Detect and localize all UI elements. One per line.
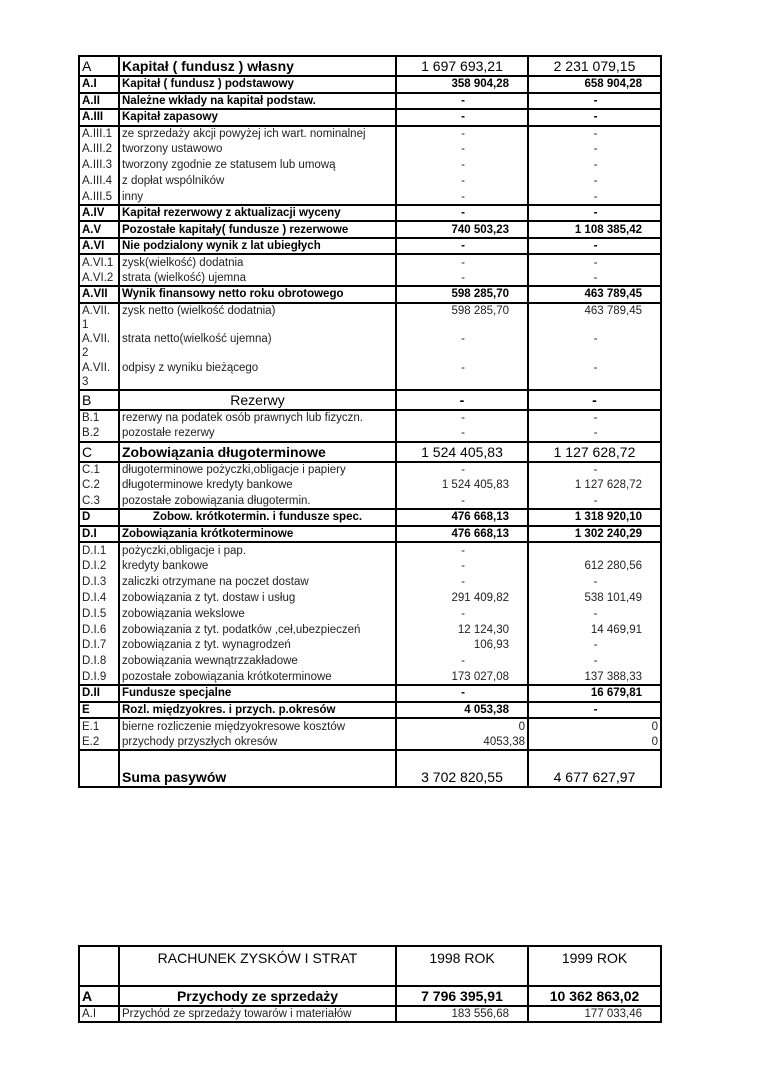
- row-label: kredyty bankowe: [119, 558, 396, 574]
- row-label: przychody przyszłych okresów: [119, 734, 396, 750]
- value-1998: 598 285,70: [396, 303, 528, 332]
- row-code: A.II: [79, 93, 119, 110]
- value-1999: 658 904,28: [528, 76, 661, 93]
- row-code: A.VI: [79, 238, 119, 255]
- value-1998: -: [396, 189, 528, 205]
- row-code: E.1: [79, 718, 119, 734]
- table-row: [79, 205, 661, 222]
- value-1999: 1 302 240,29: [528, 526, 661, 543]
- row-label: zobowiązania z tyt. podatków ,ceł,ubezpieczeń: [119, 622, 396, 638]
- value-1999: -: [528, 410, 661, 426]
- value-1999: -: [528, 390, 661, 410]
- table-row: [79, 332, 661, 361]
- row-label: inny: [119, 189, 396, 205]
- value-1999: 463 789,45: [528, 303, 661, 332]
- value-1999: -: [528, 173, 661, 189]
- value-1998: -: [396, 653, 528, 669]
- value-1999: 463 789,45: [528, 286, 661, 303]
- row-label: Przychody ze sprzedaży: [119, 986, 396, 1006]
- row-label: Nie podzialony wynik z lat ubiegłych: [119, 238, 396, 255]
- value-1999: 1 108 385,42: [528, 221, 661, 238]
- row-code: A.VI.1: [79, 254, 119, 270]
- row-label: pożyczki,obligacje i pap.: [119, 542, 396, 558]
- row-code: A: [79, 56, 119, 76]
- value-1998: 0: [396, 718, 528, 734]
- table-row: [79, 638, 661, 654]
- table-row: [79, 606, 661, 622]
- value-1999: 538 101,49: [528, 590, 661, 606]
- value-1999: 0: [528, 734, 661, 750]
- table-row: [79, 986, 661, 1006]
- value-1998: -: [396, 157, 528, 173]
- table-row: [79, 526, 661, 543]
- row-code: A.I: [79, 76, 119, 93]
- table-row: [79, 141, 661, 157]
- row-code: A: [79, 986, 119, 1006]
- value-1999: -: [528, 141, 661, 157]
- value-1998: 1 524 405,83: [396, 442, 528, 462]
- value-1999: 1 127 628,72: [528, 442, 661, 462]
- row-code: A.III.1: [79, 126, 119, 142]
- value-1998: -: [396, 238, 528, 255]
- row-label: długoterminowe kredyty bankowe: [119, 477, 396, 493]
- value-1999: -: [528, 157, 661, 173]
- value-1998: -: [396, 542, 528, 558]
- row-code: E: [79, 702, 119, 719]
- value-1999: -: [528, 653, 661, 669]
- table-row: [79, 221, 661, 238]
- value-1998: -: [396, 93, 528, 110]
- table-row: [79, 361, 661, 390]
- table-row: [79, 410, 661, 426]
- value-1999: -: [528, 238, 661, 255]
- value-1999: 14 469,91: [528, 622, 661, 638]
- value-1998: 7 796 395,91: [396, 986, 528, 1006]
- header-code-cell: [79, 946, 119, 986]
- table-row: [79, 126, 661, 142]
- table-row: [79, 493, 661, 509]
- value-1998: -: [396, 254, 528, 270]
- row-label: tworzony zgodnie ze statusem lub umową: [119, 157, 396, 173]
- value-1999: 0: [528, 718, 661, 734]
- row-label: Zobow. krótkotermin. i fundusze spec.: [119, 509, 396, 526]
- table-row: [79, 390, 661, 410]
- row-code: B.2: [79, 426, 119, 442]
- row-code: B: [79, 390, 119, 410]
- value-1999: -: [528, 109, 661, 126]
- table-row: [79, 56, 661, 76]
- row-code: D.I: [79, 526, 119, 543]
- value-1998: -: [396, 205, 528, 222]
- row-code: C.1: [79, 462, 119, 478]
- value-1998: -: [396, 426, 528, 442]
- table-row: [79, 238, 661, 255]
- row-code: D.I.2: [79, 558, 119, 574]
- row-code: C.3: [79, 493, 119, 509]
- income-header-row: [79, 946, 661, 986]
- row-label: pozostałe zobowiązania długotermin.: [119, 493, 396, 509]
- table-row: [79, 189, 661, 205]
- row-code: A.V: [79, 221, 119, 238]
- value-1998: -: [396, 361, 528, 390]
- value-1998: 183 556,68: [396, 1006, 528, 1022]
- row-label: odpisy z wyniku bieżącego: [119, 361, 396, 390]
- value-1998: -: [396, 606, 528, 622]
- value-1999: -: [528, 332, 661, 361]
- table-row: [79, 542, 661, 558]
- row-label: Kapitał zapasowy: [119, 109, 396, 126]
- value-1998: -: [396, 410, 528, 426]
- value-1998: 291 409,82: [396, 590, 528, 606]
- value-1998: 106,93: [396, 638, 528, 654]
- value-1998: -: [396, 390, 528, 410]
- table-row: [79, 442, 661, 462]
- value-1998: -: [396, 270, 528, 286]
- row-label: zobowiązania z tyt. dostaw i usług: [119, 590, 396, 606]
- table-row: [79, 426, 661, 442]
- value-1999: -: [528, 426, 661, 442]
- value-1998: -: [396, 685, 528, 702]
- row-code: A.VI.2: [79, 270, 119, 286]
- value-1998: -: [396, 332, 528, 361]
- table-row: [79, 1006, 661, 1022]
- row-code: D.I.5: [79, 606, 119, 622]
- table-row: [79, 509, 661, 526]
- row-code: E.2: [79, 734, 119, 750]
- row-label: Wynik finansowy netto roku obrotowego: [119, 286, 396, 303]
- total-row: [79, 750, 661, 787]
- value-1999: 177 033,46: [528, 1006, 661, 1022]
- row-code: [79, 750, 119, 787]
- row-code: D.I.4: [79, 590, 119, 606]
- value-1998: 740 503,23: [396, 221, 528, 238]
- row-label: zysk(wielkość) dodatnia: [119, 254, 396, 270]
- income-statement-title: RACHUNEK ZYSKÓW I STRAT: [119, 946, 396, 986]
- year-1999-header: 1999 ROK: [528, 946, 661, 986]
- year-1998-header: 1998 ROK: [396, 946, 528, 986]
- value-1999: 137 388,33: [528, 669, 661, 685]
- row-label: rezerwy na podatek osób prawnych lub fizyczn.: [119, 410, 396, 426]
- row-code: A.IV: [79, 205, 119, 222]
- row-label: Fundusze specjalne: [119, 685, 396, 702]
- value-1998: 598 285,70: [396, 286, 528, 303]
- value-1998: 1 524 405,83: [396, 477, 528, 493]
- row-label: Suma pasywów: [119, 750, 396, 787]
- row-label: Kapitał ( fundusz ) podstawowy: [119, 76, 396, 93]
- value-1999: -: [528, 493, 661, 509]
- value-1999: -: [528, 126, 661, 142]
- row-code: A.VII.1: [79, 303, 119, 332]
- value-1999: [528, 542, 661, 558]
- row-code: D.I.1: [79, 542, 119, 558]
- table-row: [79, 590, 661, 606]
- table-row: [79, 254, 661, 270]
- row-label: Zobowiązania krótkoterminowe: [119, 526, 396, 543]
- row-code: A.III.3: [79, 157, 119, 173]
- row-label: Rezerwy: [119, 390, 396, 410]
- table-row: [79, 622, 661, 638]
- table-row: [79, 76, 661, 93]
- table-row: [79, 558, 661, 574]
- row-code: A.III.2: [79, 141, 119, 157]
- row-code: D.I.8: [79, 653, 119, 669]
- row-label: bierne rozliczenie międzyokresowe kosztów: [119, 718, 396, 734]
- row-code: A.III.4: [79, 173, 119, 189]
- value-1999: 4 677 627,97: [528, 750, 661, 787]
- row-code: A.I: [79, 1006, 119, 1022]
- table-row: [79, 157, 661, 173]
- row-code: A.VII: [79, 286, 119, 303]
- row-code: A.VII.3: [79, 361, 119, 390]
- row-label: Rozl. międzyokres. i przych. p.okresów: [119, 702, 396, 719]
- row-label: zobowiązania wewnątrzzakładowe: [119, 653, 396, 669]
- value-1998: 476 668,13: [396, 526, 528, 543]
- row-code: A.III: [79, 109, 119, 126]
- row-code: D.II: [79, 685, 119, 702]
- row-code: D.I.3: [79, 574, 119, 590]
- value-1998: -: [396, 173, 528, 189]
- value-1999: -: [528, 270, 661, 286]
- value-1998: -: [396, 141, 528, 157]
- row-label: zysk netto (wielkość dodatnia): [119, 303, 396, 332]
- row-code: A.III.5: [79, 189, 119, 205]
- row-label: z dopłat wspólników: [119, 173, 396, 189]
- value-1998: 358 904,28: [396, 76, 528, 93]
- row-label: tworzony ustawowo: [119, 141, 396, 157]
- value-1999: 10 362 863,02: [528, 986, 661, 1006]
- row-label: strata netto(wielkość ujemna): [119, 332, 396, 361]
- value-1998: 1 697 693,21: [396, 56, 528, 76]
- value-1999: -: [528, 361, 661, 390]
- value-1998: -: [396, 126, 528, 142]
- value-1998: 12 124,30: [396, 622, 528, 638]
- row-label: Zobowiązania długoterminowe: [119, 442, 396, 462]
- value-1998: 3 702 820,55: [396, 750, 528, 787]
- balance-sheet-liabilities-table: [78, 55, 662, 788]
- row-code: C: [79, 442, 119, 462]
- value-1999: -: [528, 189, 661, 205]
- row-label: Kapitał ( fundusz ) własny: [119, 56, 396, 76]
- value-1999: -: [528, 574, 661, 590]
- row-code: D.I.7: [79, 638, 119, 654]
- table-row: [79, 109, 661, 126]
- value-1998: 476 668,13: [396, 509, 528, 526]
- value-1998: -: [396, 558, 528, 574]
- table-row: [79, 702, 661, 719]
- value-1999: 1 127 628,72: [528, 477, 661, 493]
- value-1999: 1 318 920,10: [528, 509, 661, 526]
- row-label: długoterminowe pożyczki,obligacje i papiery: [119, 462, 396, 478]
- table-row: [79, 718, 661, 734]
- value-1999: -: [528, 462, 661, 478]
- value-1998: 4 053,38: [396, 702, 528, 719]
- table-row: [79, 669, 661, 685]
- row-label: Przychód ze sprzedaży towarów i materiałów: [119, 1006, 396, 1022]
- table-row: [79, 462, 661, 478]
- table-row: [79, 173, 661, 189]
- row-label: pozostałe zobowiązania krótkoterminowe: [119, 669, 396, 685]
- table-row: [79, 270, 661, 286]
- value-1999: -: [528, 93, 661, 110]
- value-1998: -: [396, 574, 528, 590]
- table-row: [79, 574, 661, 590]
- value-1998: 173 027,08: [396, 669, 528, 685]
- table-row: [79, 653, 661, 669]
- row-label: strata (wielkość) ujemna: [119, 270, 396, 286]
- income-statement-table: [78, 945, 662, 1023]
- row-label: zobowiązania wekslowe: [119, 606, 396, 622]
- table-row: [79, 93, 661, 110]
- table-row: [79, 685, 661, 702]
- row-code: A.VII.2: [79, 332, 119, 361]
- row-label: zobowiązania z tyt. wynagrodzeń: [119, 638, 396, 654]
- value-1999: 612 280,56: [528, 558, 661, 574]
- row-code: D: [79, 509, 119, 526]
- value-1999: -: [528, 205, 661, 222]
- value-1999: -: [528, 606, 661, 622]
- row-label: Kapitał rezerwowy z aktualizacji wyceny: [119, 205, 396, 222]
- row-label: ze sprzedaży akcji powyżej ich wart. nominalnej: [119, 126, 396, 142]
- row-label: Należne wkłady na kapitał podstaw.: [119, 93, 396, 110]
- value-1999: -: [528, 702, 661, 719]
- value-1999: 16 679,81: [528, 685, 661, 702]
- row-label: pozostałe rezerwy: [119, 426, 396, 442]
- value-1998: -: [396, 462, 528, 478]
- value-1999: -: [528, 638, 661, 654]
- row-code: B.1: [79, 410, 119, 426]
- row-label: zaliczki otrzymane na poczet dostaw: [119, 574, 396, 590]
- value-1998: -: [396, 109, 528, 126]
- row-code: D.I.6: [79, 622, 119, 638]
- row-code: D.I.9: [79, 669, 119, 685]
- value-1999: 2 231 079,15: [528, 56, 661, 76]
- table-row: [79, 477, 661, 493]
- table-row: [79, 286, 661, 303]
- table-row: [79, 734, 661, 750]
- row-code: C.2: [79, 477, 119, 493]
- table-row: [79, 303, 661, 332]
- value-1998: 4053,38: [396, 734, 528, 750]
- value-1998: -: [396, 493, 528, 509]
- value-1999: -: [528, 254, 661, 270]
- row-label: Pozostałe kapitały( fundusze ) rezerwowe: [119, 221, 396, 238]
